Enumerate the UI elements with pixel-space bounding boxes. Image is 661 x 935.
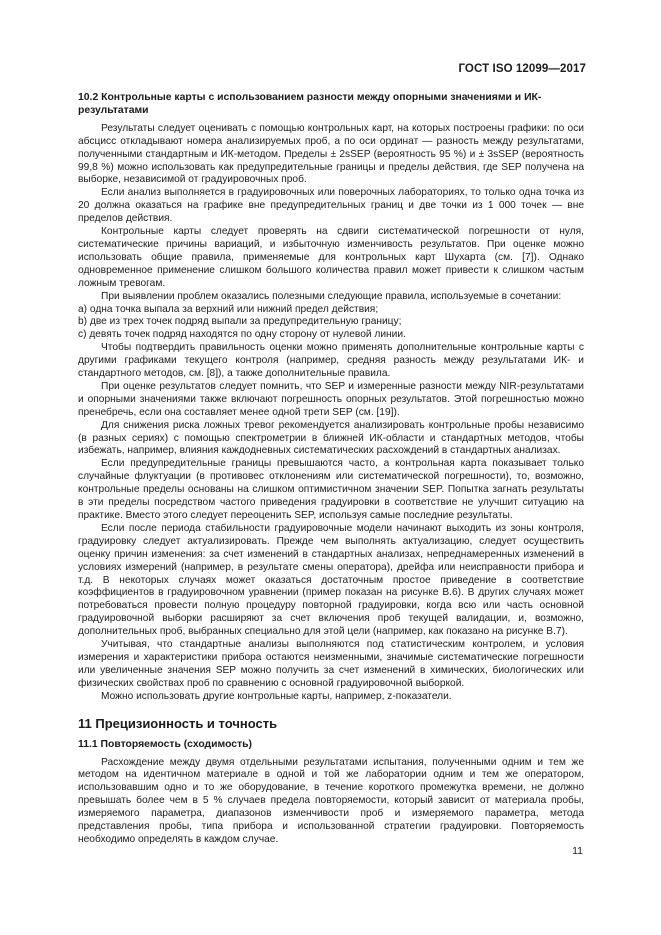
paragraph: Можно использовать другие контрольные карты, например, z-показатели. xyxy=(101,690,452,702)
page-body xyxy=(78,92,584,847)
section-10-2-heading: 10.2 Контрольные карты с использованием разности между опорными значениями и ИК-результатами xyxy=(78,92,542,116)
section-11-1-heading: 11.1 Повторяемость (сходимость) xyxy=(78,738,253,750)
list-item: а) одна точка выпала за верхний или нижний предел действия; xyxy=(78,303,379,315)
document-code-header: ГОСТ ISO 12099—2017 xyxy=(458,63,586,75)
paragraph: Чтобы подтвердить правильность оценки можно применять дополнительные контрольные карты с другими графиками текущего контроля (например, средняя разность между результатами ИК- и стандартного методов, см. [8]), а также дополнительные правила. xyxy=(78,342,584,380)
paragraph: При выявлении проблем оказались полезными следующие правила, используемые в сочетании: xyxy=(101,290,562,302)
paragraph: При оценке результатов следует помнить, что SEP и измеренные разности между NIR-результатами и опорными значениями также включают погрешность опорных результатов. Этой погрешностью можно пренебречь, если она составляет менее одной трети SEP (см. [19]). xyxy=(78,380,584,418)
paragraph: Результаты следует оценивать с помощью контрольных карт, на которых построены графики: по оси абсцисс откладывают номера анализируемых проб, а по оси ординат — разность между результатами, полученными стандартным и ИК-методом. Пределы ± 2sSEP (вероятность 95 %) и ± 3sSEP (вероятность 99,8 %) можно использовать как предупредительные границы и пределы действия, где SEP получена на выборке, независимой от градуировочных проб. xyxy=(78,122,584,186)
paragraph: Расхождение между двумя отдельными результатами испытания, полученными одним и тем же методом на идентичном материале в одной и той же лаборатории одним и тем же оператором, использовавшим одно и то же оборудование, в течение короткого промежутка времени, не должно превышать более чем в 5 % случаев предела повторяемости, который зависит от материала пробы, измеряемого параметра, диапазонов изменчивости проб и измеряемого параметра, метода представления пробы, типа прибора и использованной стратегии градуировки. Повторяемость необходимо определять в каждом случае. xyxy=(78,756,584,845)
paragraph: Контрольные карты следует проверять на сдвиги систематической погрешности от нуля, систематические причины вариаций, и избыточную изменчивость результатов. При оценке можно использовать общие правила, применяемые для контрольных карт Шухарта (см. [7]). Однако одновременное применение слишком большого количества правил может привести к слишком частым ложным тревогам. xyxy=(78,226,584,289)
paragraph: Если после периода стабильности градуировочные модели начинают выходить из зоны контроля, градуировку следует актуализировать. Прежде чем выполнять актуализацию, следует осуществить оценку причин изменения: за счет изменений в стандартных анализах, непреднамеренных изменений в условиях измерений (например, в результате смены оператора), дрейфа или неисправности прибора и т.д. В некоторых случаях может оказаться достаточным простое приведение в соответствие коэффициентов в градуировочном уравнении (пример показан на рисунке В.6). В других случаях может потребоваться провести полную процедуру повторной градуировки, когда всю или часть основной градуировочной выборки расширяют за счет включения проб текущей валидации, и, возможно, дополнительных проб, выбранных специально для этой цели (например, как показано на рисунке В.7). xyxy=(78,522,584,638)
paragraph: Для снижения риска ложных тревог рекомендуется анализировать контрольные пробы независимо (в разных сериях) с помощью спектрометрии в ближней ИК-области и стандартных методов, чтобы избежать, например, влияния каждодневных систематических расхождений в стандартных анализах. xyxy=(78,419,584,457)
paragraph: Если предупредительные границы превышаются часто, а контрольная карта показывает только случайные флуктуации (в противовес отклонениям или систематической погрешности), то, возможно, контрольные пределы основаны на слишком оптимистичном значении SEP. Попытка загнать результаты в эти пределы посредством частого приведения градуировки в соответствие не улучшит ситуацию на практике. Вместо этого следует переоценить SEP, используя самые последние результаты. xyxy=(78,458,584,521)
list-item: с) девять точек подряд находятся по одну сторону от нулевой линии. xyxy=(78,329,406,341)
paragraph: Учитывая, что стандартные анализы выполняются под статистическим контролем, и условия измерения и характеристики прибора остаются неизменными, значимые систематические погрешности или увеличенные значения SEP можно получить за счет изменений в химических, биологических или физических свойствах проб по сравнению с основной градуировочной выборкой. xyxy=(78,639,584,689)
page-number: 11 xyxy=(572,845,583,857)
paragraph: Если анализ выполняется в градуировочных или поверочных лабораториях, то только одна точка из 20 должна оказаться на графике вне предупредительных границ и две точки из 1 000 точек — вне пределов действия. xyxy=(78,187,584,225)
list-item: b) две из трех точек подряд выпали за предупредительную границу; xyxy=(78,316,402,328)
section-11-heading: 11 Прецизионность и точность xyxy=(78,715,278,731)
